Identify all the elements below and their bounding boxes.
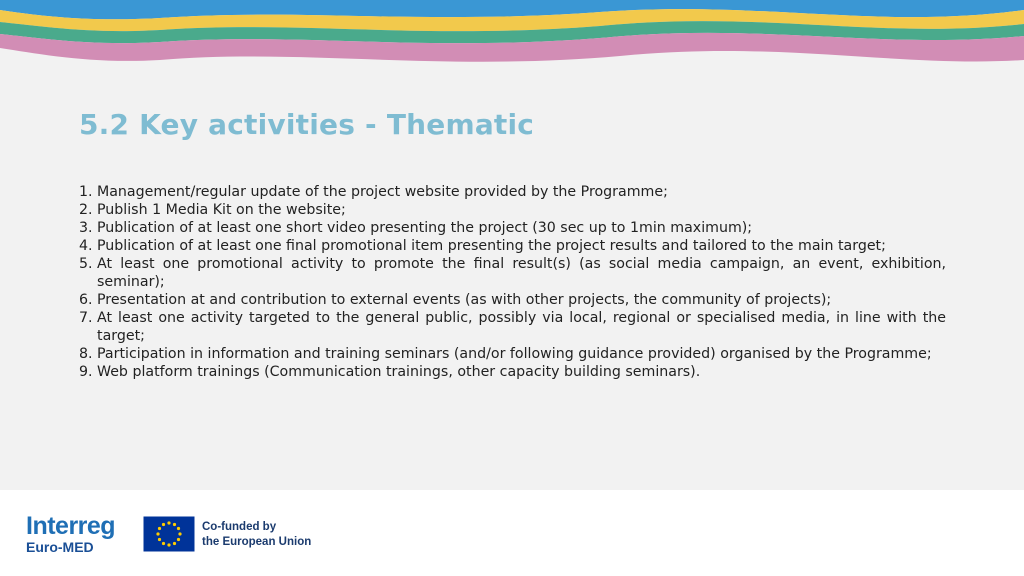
list-item xyxy=(79,183,946,201)
list-item xyxy=(79,291,946,309)
list-item xyxy=(79,219,946,237)
item-text: Presentation at and contribution to external events (as with other projects, the community of projects); xyxy=(97,292,832,308)
item-text: Publication of at least one short video presenting the project (30 sec up to 1min maximum); xyxy=(97,220,753,236)
item-number: 9. xyxy=(79,364,93,380)
cofunded-line-1: Co-funded by xyxy=(202,521,277,533)
list-item xyxy=(79,237,946,255)
item-number: 6. xyxy=(79,292,93,308)
logo-programme-text: Euro-MED xyxy=(26,539,94,555)
slide-title: 5.2 Key activities - Thematic xyxy=(79,108,535,141)
item-text: Management/regular update of the project website provided by the Programme; xyxy=(97,184,668,200)
list-item xyxy=(79,363,946,381)
item-number: 1. xyxy=(79,184,93,200)
item-text: Participation in information and training seminars (and/or following guidance provided) organised by the Programme; xyxy=(97,346,932,362)
item-number: 8. xyxy=(79,346,93,362)
list-item xyxy=(79,255,946,291)
list-item xyxy=(79,345,946,363)
item-text: Publication of at least one final promotional item presenting the project results and tailored to the main target; xyxy=(97,238,886,254)
eu-flag-icon xyxy=(143,516,195,552)
item-number: 7. xyxy=(79,310,93,326)
item-number: 5. xyxy=(79,256,93,272)
list-item xyxy=(79,309,946,345)
interreg-euro-med-logo xyxy=(26,514,115,556)
list-item xyxy=(79,201,946,219)
item-text: Web platform trainings (Communication trainings, other capacity building seminars). xyxy=(97,364,701,380)
cofunded-label xyxy=(202,520,311,550)
activities-list xyxy=(79,183,946,381)
item-text: At least one activity targeted to the general public, possibly via local, regional or specialised media, in line with the target; xyxy=(97,310,946,344)
item-text: Publish 1 Media Kit on the website; xyxy=(97,202,346,218)
item-number: 3. xyxy=(79,220,93,236)
item-number: 2. xyxy=(79,202,93,218)
decorative-wave-banner xyxy=(0,0,1024,80)
item-number: 4. xyxy=(79,238,93,254)
item-text: At least one promotional activity to promote the final result(s) (as social media campaign, an event, exhibition, seminar); xyxy=(97,256,946,290)
cofunded-line-2: the European Union xyxy=(202,536,312,548)
logo-brand-text: Interreg xyxy=(26,512,116,540)
